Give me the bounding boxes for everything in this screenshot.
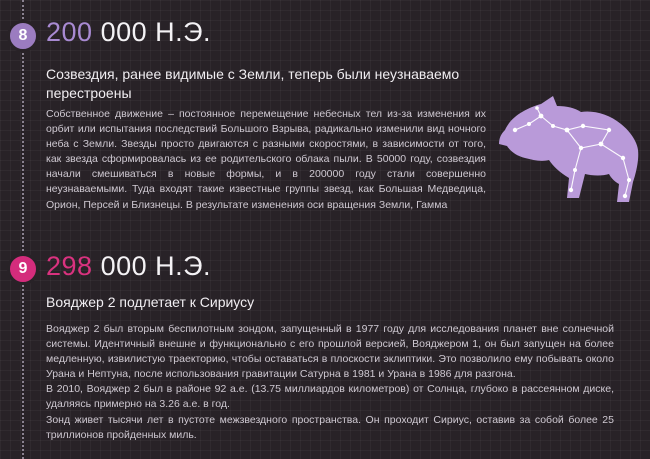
year-highlight: 298	[46, 251, 93, 281]
section-year-title	[46, 16, 211, 48]
section-subtitle: Вояджер 2 подлетает к Сириусу	[46, 294, 255, 310]
ursa-major-bear-constellation-icon	[497, 86, 645, 206]
section-year-title	[46, 250, 211, 282]
timeline-line	[22, 0, 24, 459]
section-body-text	[46, 322, 614, 443]
body-paragraph: Зонд живет тысячи лет в пустоте межзвездного пространства. Он проходит Сириус, оставив за собой более 25 триллионов пройденных миль.	[46, 413, 614, 441]
year-rest: 000 Н.Э.	[92, 17, 212, 47]
section-body-text: Собственное движение – постоянное перемещение небесных тел из-за изменения их орбит или испытания последствий Большого Взрыва, радикально изменили вид ночного неба с Земли. Звезды просто двигаются с разными скоростями, в зависимости от того, как звезда сформировалась из ее родительского облака пыли. В 50000 году, созвездия начали смешиваться в новые формы, и в 200000 году стали совершенно неузнаваемыми. Туда входят такие известные группы звезд, как Большая Медведица, Орион, Персей и Близнецы. В результате изменения оси вращения Земли, Гамма	[46, 108, 486, 211]
year-highlight: 200	[46, 17, 93, 47]
section-subtitle: Созвездия, ранее видимые с Земли, теперь были неузнаваемо перестроены	[46, 66, 460, 101]
section-number-badge: 8	[7, 20, 39, 52]
body-paragraph: В 2010, Вояджер 2 был в районе 92 а.е. (13.75 миллиардов километров) от Солнца, глубоко в рассеянном диске, удаляясь примерно на 3.26 а.е. в год.	[46, 383, 614, 411]
section-number-badge: 9	[7, 253, 39, 285]
body-paragraph: Вояджер 2 был вторым беспилотным зондом, запущенный в 1977 году для исследования планет вне солнечной системы. Идентичный внешне и функционально с его прошлой версией, Вояджером 1, он был запущен на более медленную, извилистую траекторию, чтобы оставаться в плоскости эклиптики. Это позволило ему побывать около Урана и Нептуна, после использования гравитации Сатурна в 1981 и Урана в 1986 для разгона.	[46, 323, 614, 381]
year-rest: 000 Н.Э.	[92, 251, 212, 281]
